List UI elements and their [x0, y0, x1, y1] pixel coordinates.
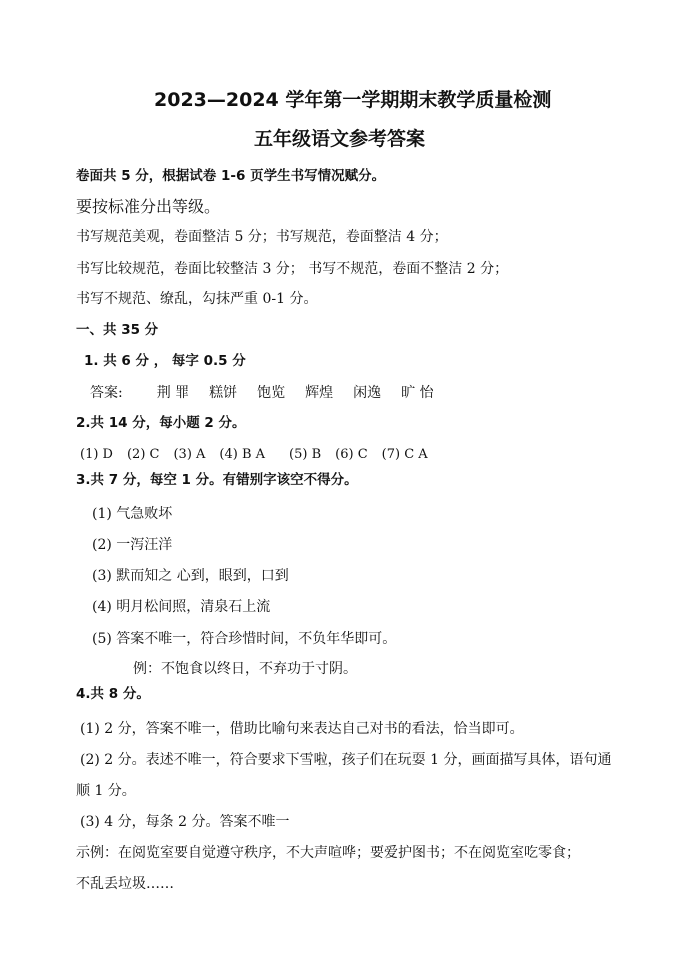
q1-word: 辉煌	[305, 385, 334, 401]
q1-word: 荆 罪	[156, 385, 190, 401]
q3-item-1: (1) 气急败坏	[92, 506, 173, 522]
q4-example-line-1: 示例：在阅览室要自觉遵守秩序，不大声喧哗；要爱护图书；不在阅览室吃零食；	[76, 845, 580, 861]
q4-example-line-2: 不乱丢垃圾……	[76, 876, 174, 892]
q1-answer-label: 答案:	[90, 385, 123, 401]
q1-word: 旷 怡	[401, 385, 434, 401]
q4-part-3: (3) 4 分，每条 2 分。答案不唯一	[80, 814, 290, 830]
q2-answer: (6) C	[335, 447, 368, 462]
q3-item-2: (2) 一泻汪洋	[92, 537, 173, 553]
q1-word: 糕饼	[209, 385, 238, 401]
q3-item-4: (4) 明月松间照，清泉石上流	[92, 599, 271, 615]
q2-answer: (3) A	[173, 447, 206, 462]
q2-answer: (7) C A	[381, 447, 428, 462]
q2-heading: 2.共 14 分，每小题 2 分。	[76, 415, 246, 431]
handwriting-level-3: 书写不规范、缭乱，勾抹严重 0-1 分。	[76, 291, 318, 307]
q2-answer: (1) D	[80, 447, 113, 462]
q4-part-2-line-2: 顺 1 分。	[76, 783, 136, 799]
q4-part-2-line-1: (2) 2 分。表述不唯一，符合要求下雪啦，孩子们在玩耍 1 分，画面描写具体，语句通	[80, 752, 612, 768]
document-subtitle: 五年级语文参考答案	[254, 128, 426, 150]
handwriting-level-2: 书写比较规范，卷面比较整洁 3 分； 书写不规范，卷面不整洁 2 分；	[76, 261, 509, 277]
section-1-heading: 一、共 35 分	[76, 322, 159, 338]
document-title: 2023—2024 学年第一学期期末教学质量检测	[154, 89, 552, 111]
q1-word: 饱览	[257, 385, 286, 401]
q2-answer-row	[80, 448, 442, 461]
q1-answer-row	[90, 386, 454, 400]
q2-answer: (4) B A	[219, 447, 266, 462]
q3-heading: 3.共 7 分，每空 1 分。有错别字该空不得分。	[76, 472, 358, 488]
q3-item-5: (5) 答案不唯一，符合珍惜时间，不负年华即可。	[92, 631, 397, 647]
handwriting-intro: 卷面共 5 分，根据试卷 1-6 页学生书写情况赋分。	[76, 168, 386, 184]
q3-item-3: (3) 默而知之 心到，眼到，口到	[92, 568, 289, 584]
handwriting-rule: 要按标准分出等级。	[76, 197, 221, 216]
handwriting-level-1: 书写规范美观，卷面整洁 5 分；书写规范，卷面整洁 4 分；	[76, 229, 448, 245]
q1-word: 闲逸	[353, 385, 382, 401]
q4-heading: 4.共 8 分。	[76, 686, 150, 702]
q4-part-1: (1) 2 分，答案不唯一，借助比喻句来表达自己对书的看法，恰当即可。	[80, 721, 524, 737]
q3-example: 例：不饱食以终日，不弃功于寸阴。	[133, 661, 357, 677]
q2-answer: (2) C	[126, 447, 160, 462]
q1-heading: 1. 共 6 分 ， 每字 0.5 分	[84, 353, 246, 369]
q2-answer: (5) B	[289, 447, 322, 462]
